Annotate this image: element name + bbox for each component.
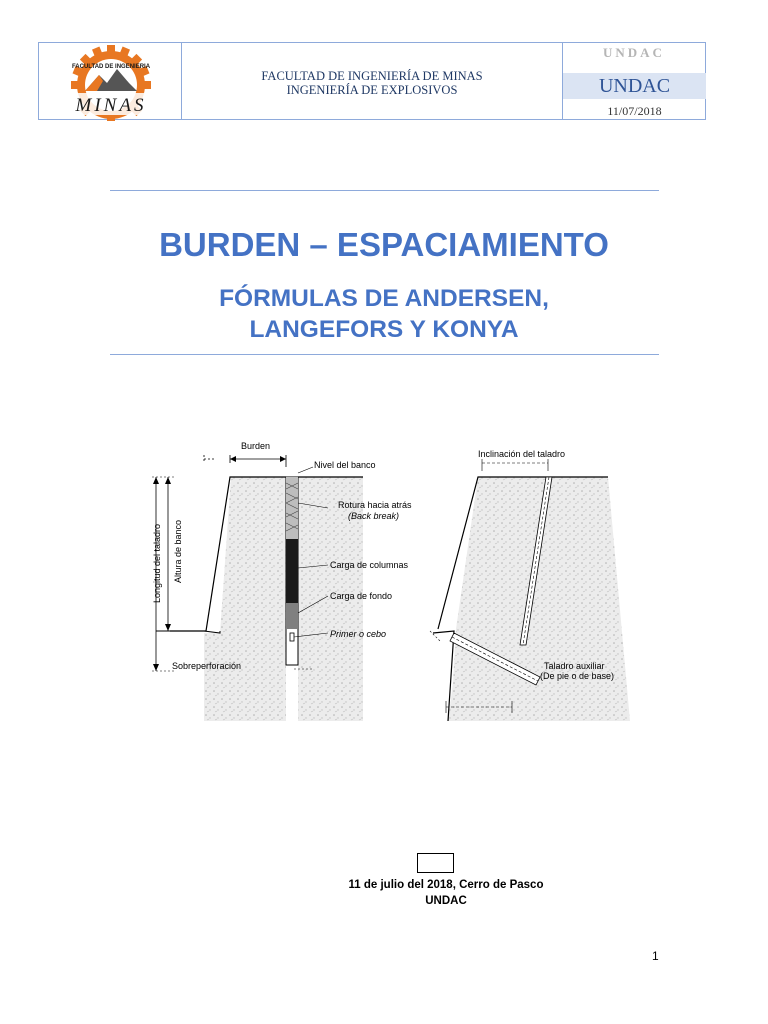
bottom-rule [110,354,659,355]
faculty-line1: FACULTAD DE INGENIERÍA DE MINAS [261,69,483,83]
label-nivel-banco: Nivel del banco [314,460,376,470]
header-logo-cell [39,43,182,119]
footer-undac: UNDAC [425,895,467,907]
label-burden: Burden [241,441,271,451]
subtitle-line1: FÓRMULAS DE ANDERSEN, [219,285,549,312]
faculty-line2: INGENIERÍA DE EXPLOSIVOS [286,83,458,97]
label-inclinacion: Inclinación del taladro [478,449,566,459]
header-table [38,42,706,120]
blasting-diagram [148,433,630,721]
document-title: BURDEN – ESPACIAMIENTO [159,226,609,263]
label-rotura: Rotura hacia atrás [338,500,412,510]
label-de-pie-base: (De pie o de base) [540,671,615,681]
label-longitud-taladro: Longitud del taladro [152,523,162,603]
document-subtitle [0,283,768,345]
undac-seal-text: UNDAC [603,45,665,60]
page-number: 1 [652,949,659,963]
label-taladro-auxiliar: Taladro auxiliar [544,661,605,671]
logo-ring-text: FACULTAD DE INGENIERIA [71,64,151,70]
header-undac-cell [563,43,706,119]
logo-word: MINAS [75,95,147,116]
top-rule [110,190,659,191]
label-carga-fondo: Carga de fondo [330,591,393,601]
faculty-title [182,69,562,97]
undac-label: UNDAC [563,73,706,99]
header-title-cell [182,43,563,119]
faculty-logo [39,43,182,121]
subtitle-line2: LANGEFORS Y KONYA [249,316,519,343]
label-altura-banco: Altura de banco [173,519,183,583]
label-carga-columnas: Carga de columnas [330,560,409,570]
empty-box [417,853,454,873]
label-sobreperforacion: Sobreperforación [172,661,242,671]
header-date: 11/07/2018 [607,104,662,118]
label-back-break: (Back break) [348,511,400,521]
label-primer-cebo: Primer o cebo [330,629,387,639]
footer-place-date: 11 de julio del 2018, Cerro de Pasco [348,879,544,891]
